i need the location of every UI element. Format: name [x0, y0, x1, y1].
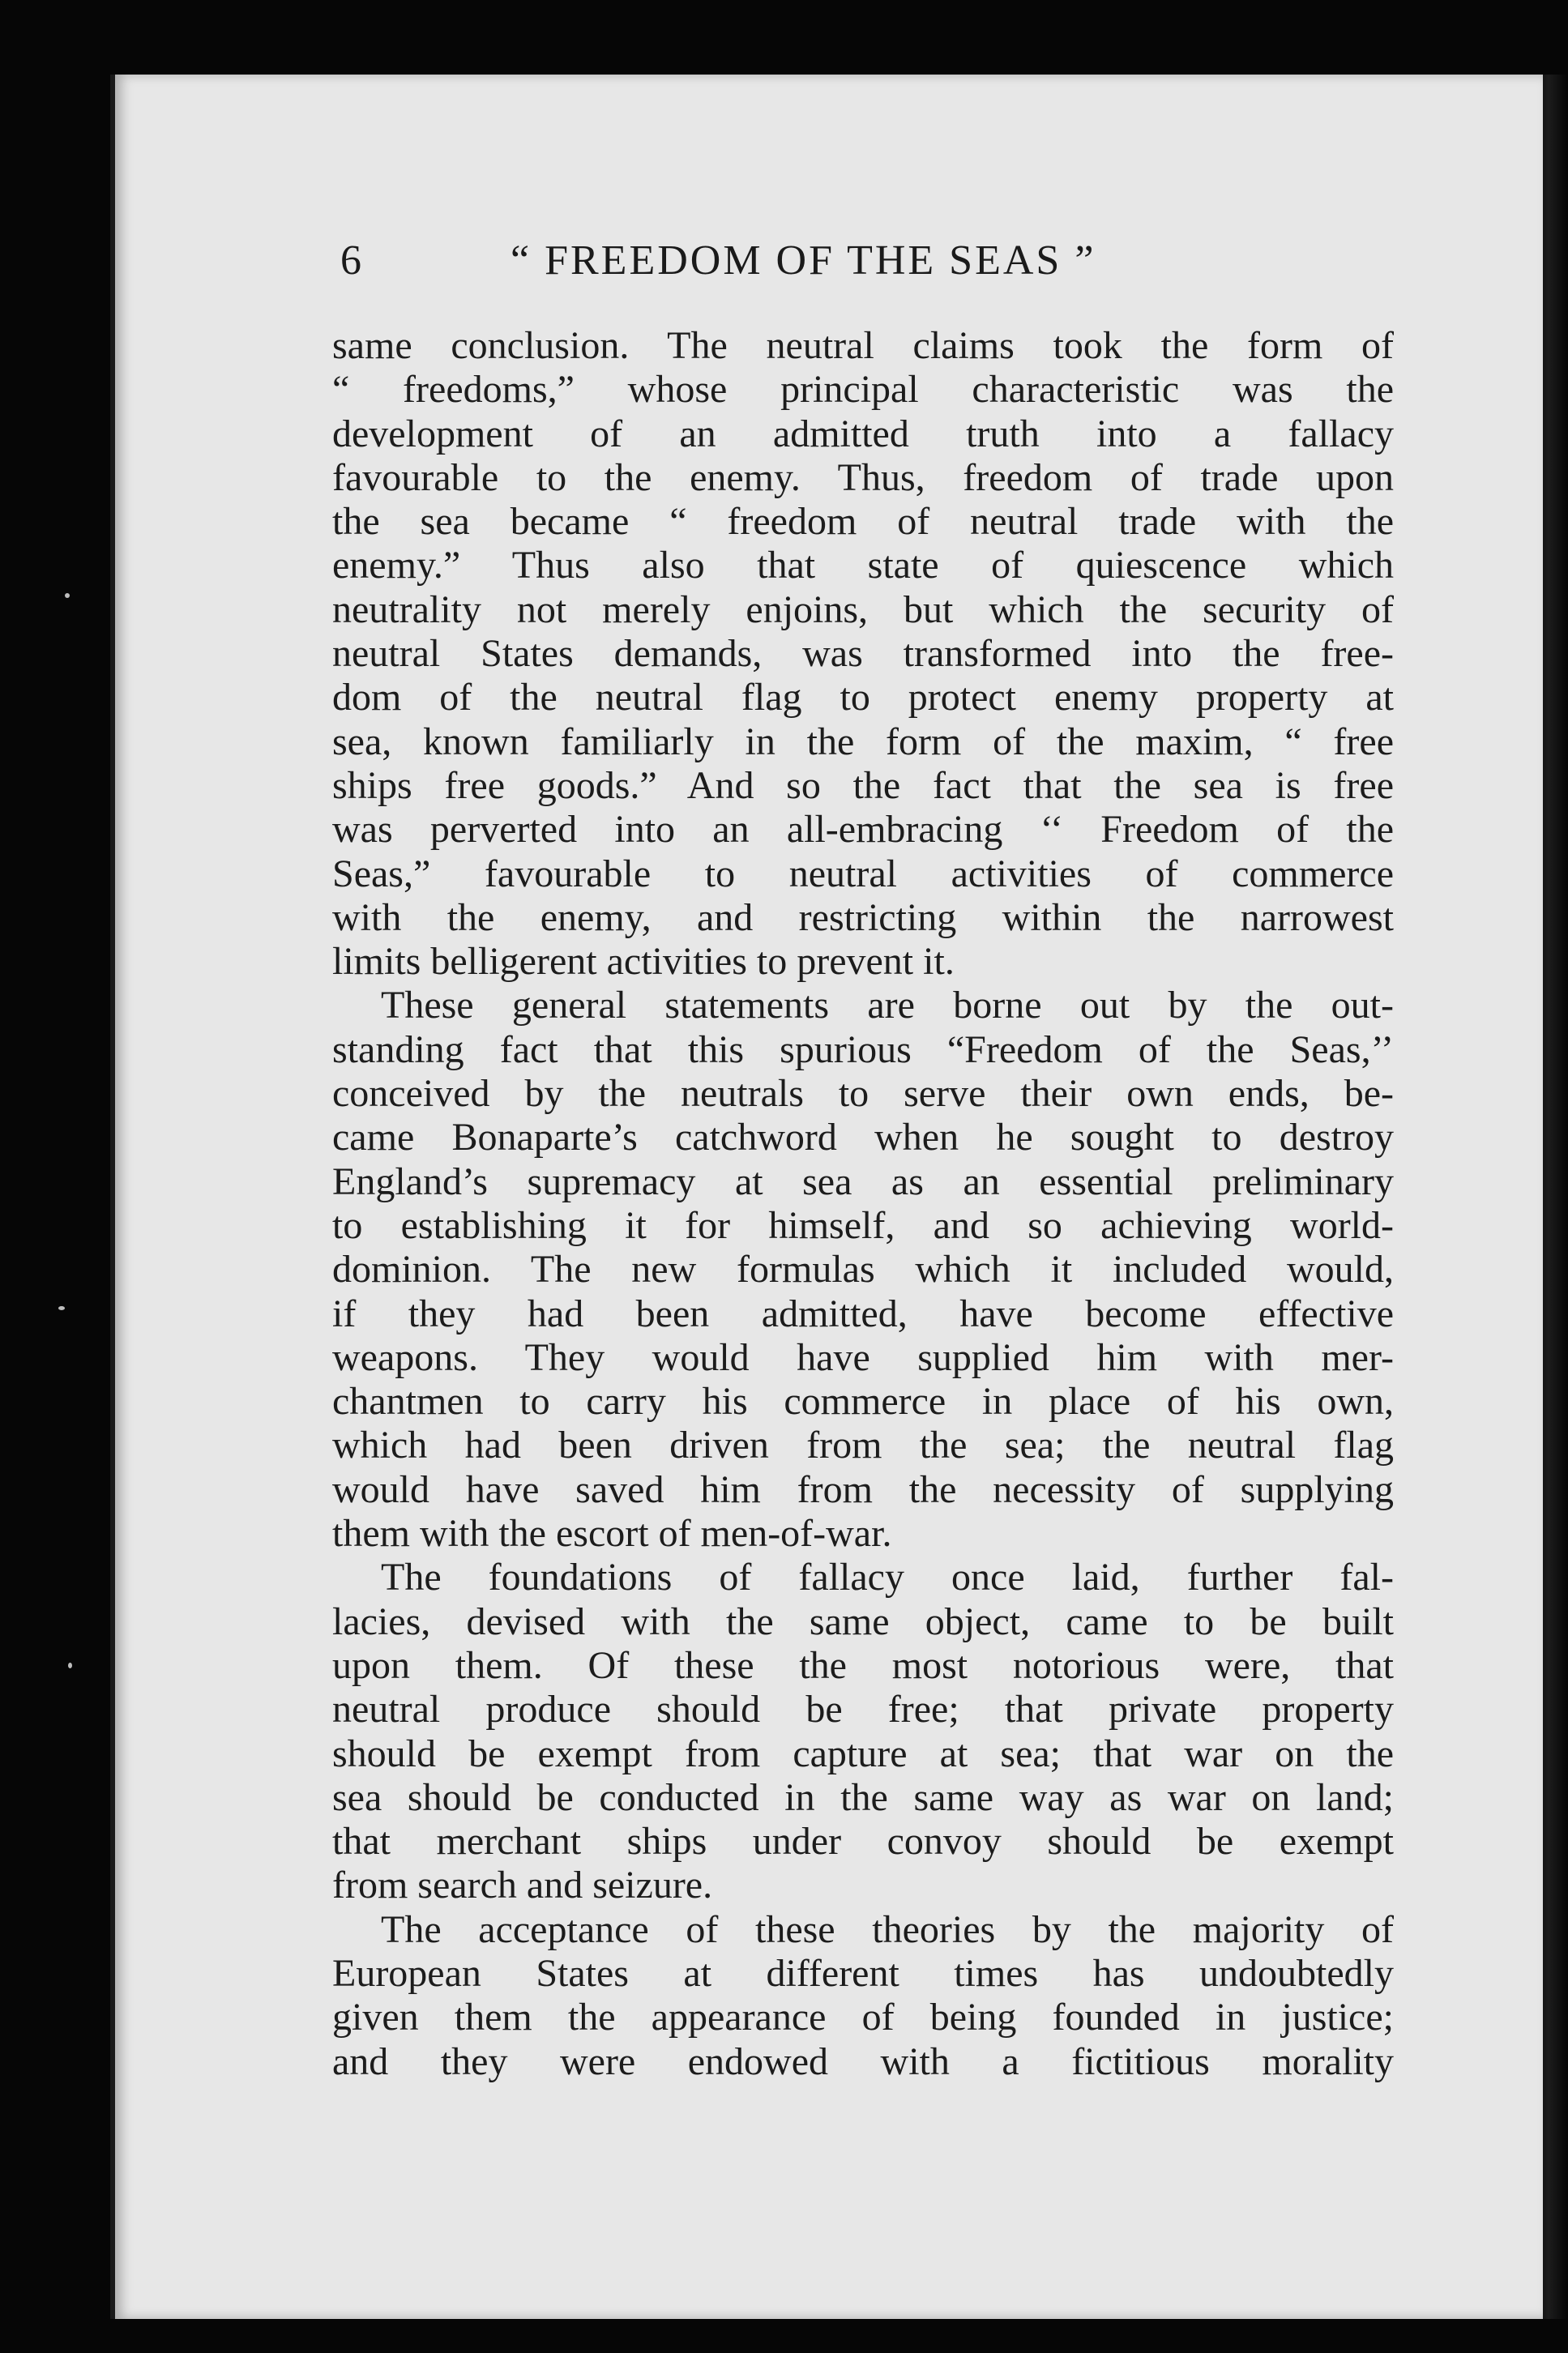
scan-speck: [68, 1663, 72, 1668]
paragraph-2: [332, 984, 1394, 1556]
text-line: the sea became “ freedom of neutral trade with the: [332, 500, 1394, 544]
running-title: “ FREEDOM OF THE SEAS ”: [511, 237, 1096, 284]
text-line: lacies, devised with the same object, came to be built: [332, 1599, 1394, 1643]
text-line: conceived by the neutrals to serve their own ends, be-: [332, 1072, 1394, 1116]
scan-speck: [65, 593, 70, 598]
text-line: standing fact that this spurious “Freedom of the Seas,’’: [332, 1027, 1394, 1071]
body-text: [332, 324, 1394, 2084]
text-line: The acceptance of these theories by the majority of: [381, 1907, 1394, 1951]
text-line: upon them. Of these the most notorious were, that: [332, 1643, 1394, 1687]
text-line: European States at different times has undoubtedly: [332, 1951, 1394, 1995]
text-line: England’s supremacy at sea as an essential preliminary: [332, 1159, 1394, 1203]
text-line: and they were endowed with a fictitious morality: [332, 2039, 1394, 2083]
text-line: chantmen to carry his commerce in place of his own,: [332, 1380, 1394, 1424]
text-line: weapons. They would have supplied him with mer-: [332, 1335, 1394, 1379]
paragraph-1: [332, 324, 1394, 984]
text-line: dominion. The new formulas which it included would,: [332, 1248, 1394, 1292]
text-line: sea, known familiarly in the form of the maxim, “ free: [332, 720, 1394, 763]
page-number: 6: [340, 237, 363, 284]
text-line: These general statements are borne out by the out-: [381, 984, 1394, 1027]
text-line: neutrality not merely enjoins, but which the security of: [332, 587, 1394, 631]
text-line: dom of the neutral flag to protect enemy property at: [332, 676, 1394, 720]
text-line: enemy.” Thus also that state of quiescence which: [332, 544, 1394, 587]
scan-speck: [58, 1306, 65, 1310]
text-line: ships free goods.” And so the fact that the sea is free: [332, 763, 1394, 807]
text-line: given them the appearance of being founded in justice;: [332, 1996, 1394, 2039]
text-line: neutral States demands, was transformed into the free-: [332, 632, 1394, 676]
paragraph-4: [332, 1908, 1394, 2084]
text-line: favourable to the enemy. Thus, freedom of trade upon: [332, 455, 1394, 499]
paragraph-3: [332, 1556, 1394, 1907]
text-line: would have saved him from the necessity of supplying: [332, 1467, 1394, 1511]
text-line: to establishing it for himself, and so achieving world-: [332, 1203, 1394, 1247]
text-line: sea should be conducted in the same way as war on land;: [332, 1775, 1394, 1819]
text-line: that merchant ships under convoy should be exempt: [332, 1820, 1394, 1864]
text-line: neutral produce should be free; that private property: [332, 1688, 1394, 1732]
text-line: should be exempt from capture at sea; that war on the: [332, 1732, 1394, 1775]
page-header: [340, 237, 1394, 301]
text-line: came Bonaparte’s catchword when he sought to destroy: [332, 1116, 1394, 1159]
text-line: same conclusion. The neutral claims took the form of: [332, 324, 1394, 367]
text-line: with the enemy, and restricting within the narrowest: [332, 895, 1394, 939]
text-line: was perverted into an all-embracing ‘‘ Freedom of the: [332, 808, 1394, 852]
text-line: which had been driven from the sea; the neutral flag: [332, 1424, 1394, 1467]
text-line: from search and seizure.: [332, 1864, 713, 1907]
text-line: The foundations of fallacy once laid, further fal-: [381, 1556, 1394, 1599]
text-line: development of an admitted truth into a fallacy: [332, 412, 1394, 455]
text-line: them with the escort of men-of-war.: [332, 1512, 892, 1556]
text-line: Seas,” favourable to neutral activities of commerce: [332, 852, 1394, 895]
text-line: if they had been admitted, have become effective: [332, 1292, 1394, 1335]
text-line: limits belligerent activities to prevent it.: [332, 940, 955, 984]
text-line: “ freedoms,” whose principal characteristic was the: [332, 368, 1394, 412]
